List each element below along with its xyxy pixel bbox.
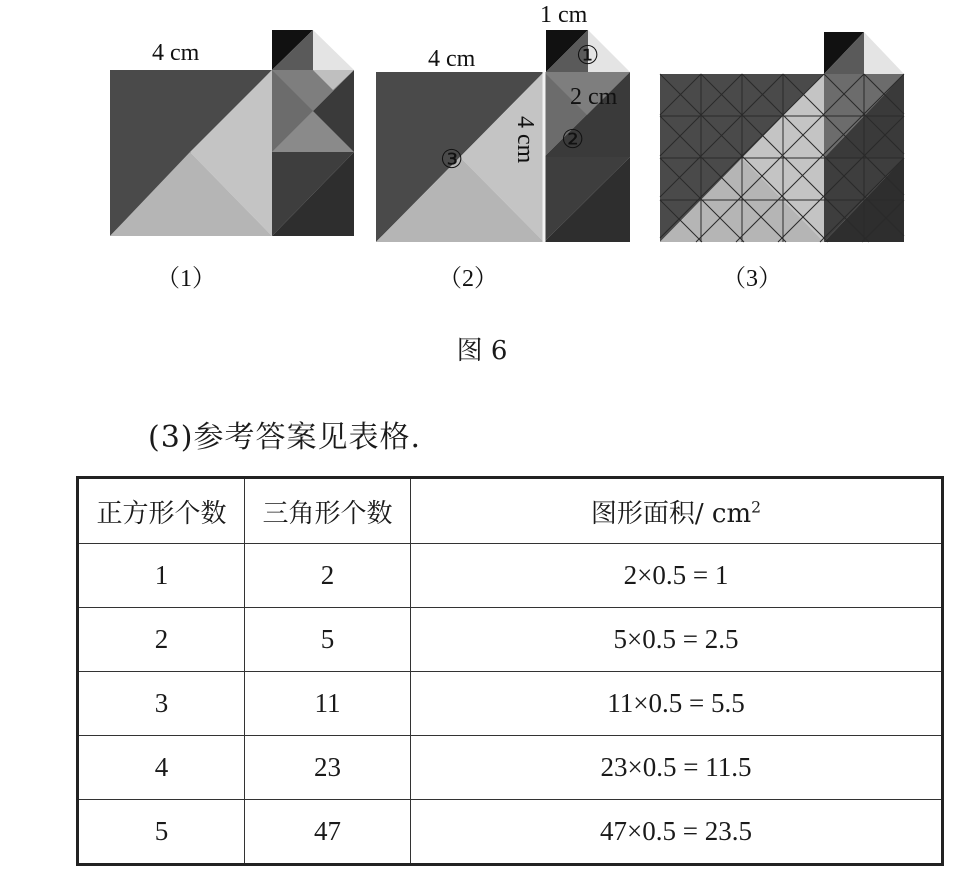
cell-squares: 5 [78, 800, 245, 865]
fig3-small-pale [864, 32, 904, 74]
subcaption-2: （2） [438, 266, 498, 292]
table-header-row [78, 478, 943, 544]
cell-area: 47×0.5 = 23.5 [411, 800, 943, 865]
answer-table [76, 476, 944, 866]
subcaption-3: （3） [722, 266, 782, 292]
fig1-small-pale [313, 30, 354, 70]
cell-squares: 4 [78, 736, 245, 800]
table-row [78, 736, 943, 800]
figure-6 [0, 0, 964, 380]
table-row [78, 672, 943, 736]
header-area-text: 图形面积/ cm [590, 498, 752, 529]
cell-triangles: 47 [245, 800, 411, 865]
header-triangle-count: 三角形个数 [245, 478, 411, 544]
fig2-mid-label: 2 cm [570, 84, 618, 110]
cell-triangles: 2 [245, 544, 411, 608]
fig2-small-label: 1 cm [540, 2, 588, 28]
answer-statement: (3)参考答案见表格. [148, 420, 422, 455]
cell-triangles: 11 [245, 672, 411, 736]
subcaption-1: （1） [156, 266, 216, 292]
cell-triangles: 5 [245, 608, 411, 672]
figure-caption: 图 6 [456, 336, 508, 366]
cell-squares: 2 [78, 608, 245, 672]
cell-area: 11×0.5 = 5.5 [411, 672, 943, 736]
header-area-exponent: 2 [751, 497, 762, 516]
fig1-side-label: 4 cm [152, 40, 200, 66]
table-row [78, 544, 943, 608]
fig2-circle-1: ① [576, 41, 600, 71]
fig2-circle-3: ③ [440, 145, 464, 175]
figure-1 [110, 30, 354, 236]
figure-2 [376, 2, 630, 242]
cell-triangles: 23 [245, 736, 411, 800]
cell-area: 23×0.5 = 11.5 [411, 736, 943, 800]
cell-area: 5×0.5 = 2.5 [411, 608, 943, 672]
header-square-count: 正方形个数 [78, 478, 245, 544]
figure-3 [660, 32, 904, 242]
table-row [78, 608, 943, 672]
table-row [78, 800, 943, 865]
fig2-side-label: 4 cm [428, 46, 476, 72]
fig2-circle-2: ② [561, 125, 585, 155]
cell-squares: 3 [78, 672, 245, 736]
cell-squares: 1 [78, 544, 245, 608]
header-area [411, 478, 943, 544]
cell-area: 2×0.5 = 1 [411, 544, 943, 608]
fig2-vertical-label: 4 cm [512, 116, 538, 164]
